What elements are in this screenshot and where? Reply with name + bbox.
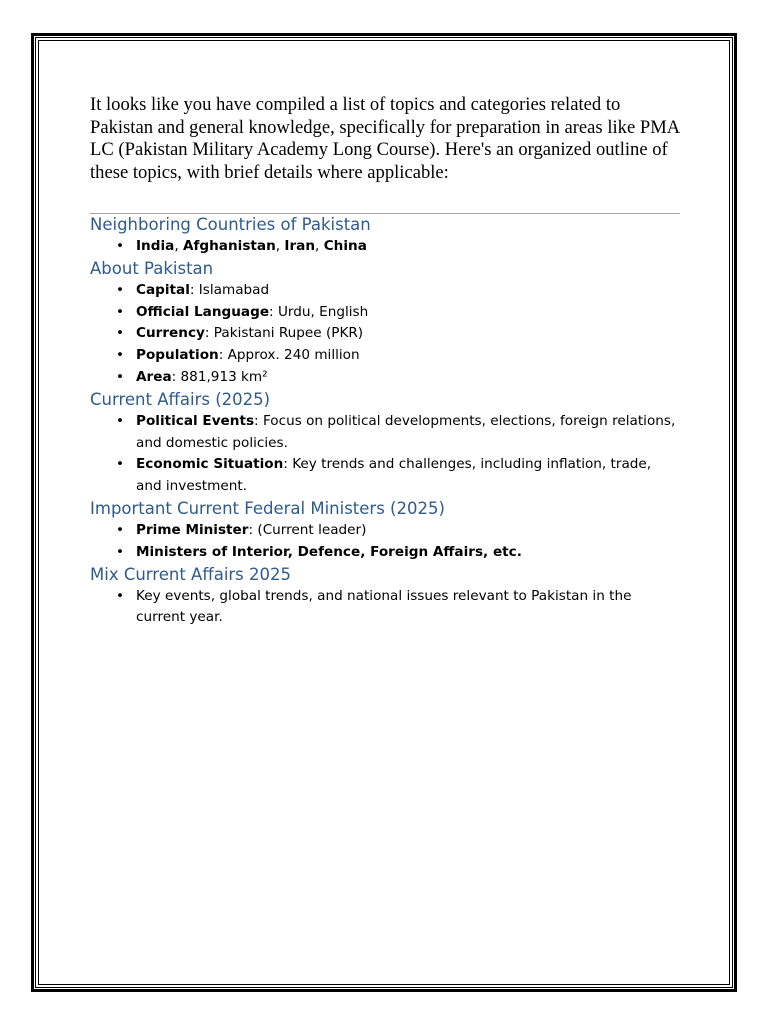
list-item: • Official Language: Urdu, English [136, 302, 680, 324]
list-item: • Ministers of Interior, Defence, Foreign Affairs, etc. [136, 542, 680, 564]
list-item: • Prime Minister: (Current leader) [136, 520, 680, 542]
list-item: • Political Events: Focus on political developments, elections, foreign relations, and domestic policies. [136, 411, 680, 455]
section-heading-neighboring-countries: Neighboring Countries of Pakistan [90, 215, 371, 234]
list-item: • Capital: Islamabad [136, 280, 680, 302]
federal-ministers-list [90, 520, 680, 564]
list-item: • India, Afghanistan, Iran, China [136, 236, 680, 258]
list-item: • Key events, global trends, and national issues relevant to Pakistan in the current year. [136, 586, 680, 630]
list-item: • Population: Approx. 240 million [136, 345, 680, 367]
section-heading-current-affairs: Current Affairs (2025) [90, 389, 271, 409]
mix-current-affairs-list [90, 586, 680, 630]
section-heading-mix-current-affairs: Mix Current Affairs 2025 [90, 564, 292, 584]
section-heading-federal-ministers: Important Current Federal Ministers (2025) [90, 498, 445, 518]
intro-paragraph: It looks like you have compiled a list of topics and categories related to Pakistan and general knowledge, specifically for preparation in areas like PMA LC (Pakistan Military Academy Long Course). Here's an organized outline of these topics, with brief details where applicable: [90, 94, 680, 183]
section-heading-about-pakistan: About Pakistan [90, 258, 214, 278]
about-pakistan-list [90, 280, 680, 389]
document-body [90, 94, 680, 629]
current-affairs-list [90, 411, 680, 498]
list-item: • Currency: Pakistani Rupee (PKR) [136, 323, 680, 345]
neighboring-countries-list [90, 236, 680, 258]
list-item: • Area: 881,913 km² [136, 367, 680, 389]
list-item: • Economic Situation: Key trends and challenges, including inflation, trade, and investment. [136, 454, 680, 498]
